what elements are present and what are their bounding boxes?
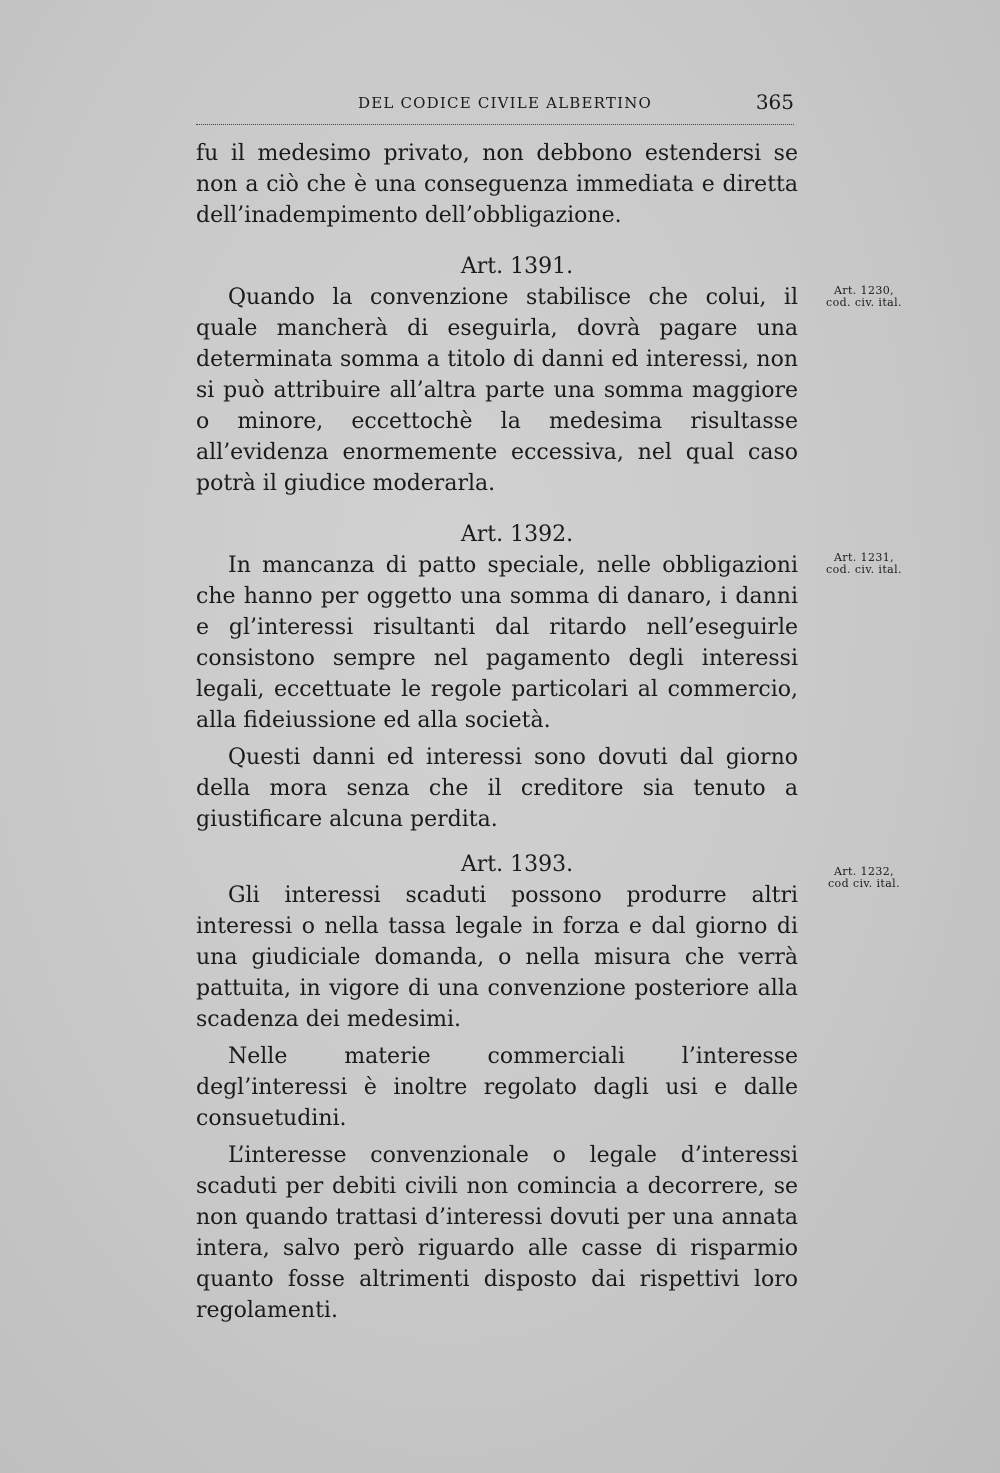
article-heading-1392: Art. 1392. — [460, 522, 574, 547]
margin-note-line: cod. civ. ital. — [826, 563, 902, 576]
article-1392-paragraph-1: In mancanza di patto speciale, nelle obbligazioni che hanno per oggetto una somma di danaro, i danni e gl’interessi risultanti dal ritardo nell’eseguirle consistono sempre nel pagamento degli interessi legali, eccettuate le regole particolari al commercio, alla fideiussione ed alla società. — [196, 553, 798, 733]
running-head — [196, 92, 794, 118]
margin-note-line: Art. 1231, — [833, 551, 895, 564]
margin-note-art-1231 — [818, 552, 910, 576]
main-text — [196, 138, 798, 1326]
article-heading-1393: Art. 1393. — [460, 852, 574, 877]
margin-note-art-1232 — [818, 866, 910, 890]
continuation-paragraph: fu il medesimo privato, non debbono estendersi se non a ciò che è una conseguenza immediata e diretta dell’inadempimento dell’obbligazione. — [196, 141, 798, 228]
header-dotted-rule — [196, 124, 794, 125]
running-title: DEL CODICE CIVILE ALBERTINO — [358, 94, 653, 112]
article-1392-paragraph-2: Questi danni ed interessi sono dovuti dal giorno della mora senza che il creditore sia tenuto a giustificare alcuna perdita. — [196, 745, 798, 832]
article-heading-1391: Art. 1391. — [460, 254, 574, 279]
margin-note-line: cod. civ. ital. — [826, 296, 902, 309]
article-1391-paragraph: Quando la convenzione stabilisce che colui, il quale mancherà di eseguirla, dovrà pagare una determinata somma a titolo di danni ed interessi, non si può attribuire all’altra parte una somma maggiore o minore, eccettochè la medesima risultasse all’evidenza enormemente eccessiva, nel qual caso potrà il giudice moderarla. — [196, 285, 798, 496]
article-1393-paragraph-3: L’interesse convenzionale o legale d’interessi scaduti per debiti civili non comincia a decorrere, se non quando trattasi d’interessi dovuti per una annata intera, salvo però riguardo alle casse di risparmio quanto fosse altrimenti disposto dai rispettivi loro regolamenti. — [196, 1143, 798, 1323]
page-number: 365 — [755, 90, 794, 114]
margin-note-line: cod civ. ital. — [827, 877, 900, 890]
margin-note-art-1230 — [818, 285, 910, 309]
margin-note-line: Art. 1230, — [833, 284, 895, 297]
margin-note-line: Art. 1232, — [833, 865, 895, 878]
article-1393-paragraph-1: Gli interessi scaduti possono produrre altri interessi o nella tassa legale in forza e dal giorno di una giudiciale domanda, o nella misura che verrà pattuita, in vigore di una convenzione posteriore alla scadenza dei medesimi. — [196, 883, 798, 1032]
article-1393-paragraph-2: Nelle materie commerciali l’interesse degl’interessi è inoltre regolato dagli usi e dalle consuetudini. — [196, 1044, 798, 1131]
